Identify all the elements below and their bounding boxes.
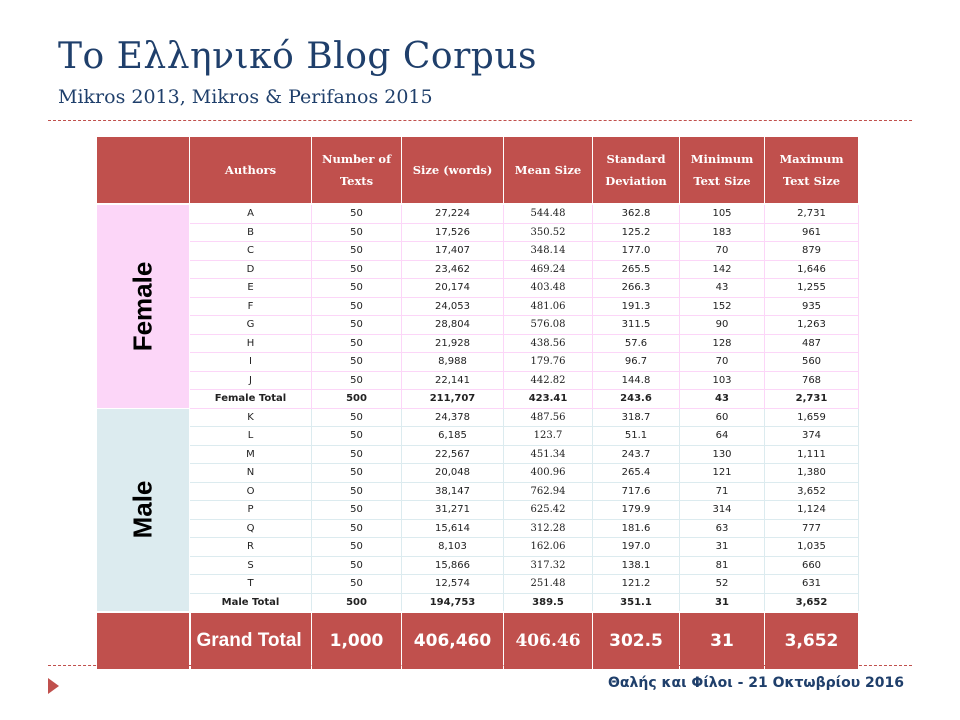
mean-cell: 544.48	[504, 204, 593, 223]
author-cell: A	[190, 204, 312, 223]
header-corner	[97, 137, 190, 205]
texts-cell: 50	[312, 464, 402, 483]
header-row	[97, 137, 859, 205]
table-row	[97, 353, 859, 372]
mean-cell: 469.24	[504, 260, 593, 279]
author-cell: B	[190, 223, 312, 242]
sd-cell: 57.6	[593, 334, 680, 353]
header-size: Size (words)	[402, 137, 504, 205]
grand-total-row	[97, 612, 859, 670]
female-group-label	[97, 204, 190, 408]
size-cell: 20,048	[402, 464, 504, 483]
sd-cell: 717.6	[593, 482, 680, 501]
author-cell: S	[190, 556, 312, 575]
sd-cell: 96.7	[593, 353, 680, 372]
max-cell: 631	[765, 575, 859, 594]
mean-cell: 400.96	[504, 464, 593, 483]
sd-cell: 362.8	[593, 204, 680, 223]
size-cell: 17,407	[402, 242, 504, 261]
header-maximum-text-size: Maximum Text Size	[765, 137, 859, 205]
size-cell: 23,462	[402, 260, 504, 279]
max-cell: 1,380	[765, 464, 859, 483]
max-cell: 1,124	[765, 501, 859, 520]
min-cell: 31	[680, 593, 765, 612]
size-cell: 15,866	[402, 556, 504, 575]
size-cell: 22,567	[402, 445, 504, 464]
female-group-label-text: Female	[127, 261, 158, 352]
texts-cell: 50	[312, 427, 402, 446]
max-cell: 1,263	[765, 316, 859, 335]
author-cell: N	[190, 464, 312, 483]
texts-cell: 50	[312, 445, 402, 464]
table-row	[97, 556, 859, 575]
grand-total-corner	[97, 612, 190, 670]
header-authors: Authors	[190, 137, 312, 205]
texts-cell: 50	[312, 371, 402, 390]
slide-footer: Θαλής και Φίλοι - 21 Οκτωβρίου 2016	[608, 675, 904, 691]
max-cell: 935	[765, 297, 859, 316]
mean-cell: 179.76	[504, 353, 593, 372]
sd-cell: 265.5	[593, 260, 680, 279]
texts-cell: 50	[312, 223, 402, 242]
author-cell: Q	[190, 519, 312, 538]
sd-cell: 197.0	[593, 538, 680, 557]
sd-cell: 318.7	[593, 408, 680, 427]
size-cell: 211,707	[402, 390, 504, 409]
mean-cell: 348.14	[504, 242, 593, 261]
author-cell: J	[190, 371, 312, 390]
max-cell: 1,646	[765, 260, 859, 279]
max-cell: 1,035	[765, 538, 859, 557]
size-cell: 22,141	[402, 371, 504, 390]
mean-cell: 762.94	[504, 482, 593, 501]
mean-cell: 442.82	[504, 371, 593, 390]
texts-cell: 50	[312, 519, 402, 538]
table-row	[97, 575, 859, 594]
mean-cell: 389.5	[504, 593, 593, 612]
mean-cell: 576.08	[504, 316, 593, 335]
mean-cell: 406.46	[504, 612, 593, 670]
sd-cell: 191.3	[593, 297, 680, 316]
min-cell: 130	[680, 445, 765, 464]
author-cell: Female Total	[190, 390, 312, 409]
min-cell: 63	[680, 519, 765, 538]
texts-cell: 50	[312, 297, 402, 316]
header-mean-size: Mean Size	[504, 137, 593, 205]
mean-cell: 251.48	[504, 575, 593, 594]
texts-cell: 50	[312, 538, 402, 557]
max-cell: 3,652	[765, 593, 859, 612]
author-cell: G	[190, 316, 312, 335]
table-row	[97, 482, 859, 501]
min-cell: 105	[680, 204, 765, 223]
min-cell: 71	[680, 482, 765, 501]
min-cell: 60	[680, 408, 765, 427]
max-cell: 1,111	[765, 445, 859, 464]
min-cell: 70	[680, 242, 765, 261]
size-cell: 406,460	[402, 612, 504, 670]
top-divider	[48, 120, 912, 121]
table-row	[97, 501, 859, 520]
table-row	[97, 260, 859, 279]
min-cell: 183	[680, 223, 765, 242]
max-cell: 374	[765, 427, 859, 446]
texts-cell: 50	[312, 334, 402, 353]
max-cell: 2,731	[765, 204, 859, 223]
mean-cell: 423.41	[504, 390, 593, 409]
texts-cell: 50	[312, 204, 402, 223]
min-cell: 64	[680, 427, 765, 446]
max-cell: 560	[765, 353, 859, 372]
sd-cell: 243.6	[593, 390, 680, 409]
max-cell: 2,731	[765, 390, 859, 409]
table-row	[97, 316, 859, 335]
author-cell: Male Total	[190, 593, 312, 612]
sd-cell: 266.3	[593, 279, 680, 298]
size-cell: 12,574	[402, 575, 504, 594]
sd-cell: 144.8	[593, 371, 680, 390]
mean-cell: 451.34	[504, 445, 593, 464]
slide-subtitle: Mikros 2013, Mikros & Perifanos 2015	[58, 86, 433, 108]
table-row	[97, 445, 859, 464]
texts-cell: 50	[312, 482, 402, 501]
male-group-label	[97, 408, 190, 612]
min-cell: 103	[680, 371, 765, 390]
texts-cell: 50	[312, 353, 402, 372]
author-cell: R	[190, 538, 312, 557]
table-row	[97, 408, 859, 427]
mean-cell: 487.56	[504, 408, 593, 427]
texts-cell: 50	[312, 279, 402, 298]
grand-total-label: Grand Total	[190, 612, 312, 670]
table-row	[97, 297, 859, 316]
texts-cell: 500	[312, 593, 402, 612]
texts-cell: 500	[312, 390, 402, 409]
size-cell: 38,147	[402, 482, 504, 501]
header-number-of-texts: Number of Texts	[312, 137, 402, 205]
header-minimum-text-size: Minimum Text Size	[680, 137, 765, 205]
author-cell: C	[190, 242, 312, 261]
author-cell: I	[190, 353, 312, 372]
sd-cell: 311.5	[593, 316, 680, 335]
min-cell: 314	[680, 501, 765, 520]
min-cell: 152	[680, 297, 765, 316]
sd-cell: 243.7	[593, 445, 680, 464]
sd-cell: 265.4	[593, 464, 680, 483]
sd-cell: 179.9	[593, 501, 680, 520]
min-cell: 43	[680, 279, 765, 298]
author-cell: D	[190, 260, 312, 279]
table-body	[97, 204, 859, 670]
size-cell: 27,224	[402, 204, 504, 223]
max-cell: 1,255	[765, 279, 859, 298]
table-row	[97, 519, 859, 538]
max-cell: 487	[765, 334, 859, 353]
size-cell: 20,174	[402, 279, 504, 298]
max-cell: 777	[765, 519, 859, 538]
size-cell: 17,526	[402, 223, 504, 242]
mean-cell: 317.32	[504, 556, 593, 575]
sd-cell: 181.6	[593, 519, 680, 538]
size-cell: 21,928	[402, 334, 504, 353]
mean-cell: 123.7	[504, 427, 593, 446]
sd-cell: 121.2	[593, 575, 680, 594]
table-row	[97, 223, 859, 242]
min-cell: 70	[680, 353, 765, 372]
sd-cell: 51.1	[593, 427, 680, 446]
mean-cell: 625.42	[504, 501, 593, 520]
texts-cell: 50	[312, 316, 402, 335]
slide-title: Το Ελληνικό Blog Corpus	[58, 36, 537, 77]
size-cell: 15,614	[402, 519, 504, 538]
male-group-label-total-row	[97, 593, 859, 612]
sd-cell: 351.1	[593, 593, 680, 612]
size-cell: 24,053	[402, 297, 504, 316]
min-cell: 142	[680, 260, 765, 279]
author-cell: F	[190, 297, 312, 316]
max-cell: 3,652	[765, 612, 859, 670]
mean-cell: 481.06	[504, 297, 593, 316]
sd-cell: 138.1	[593, 556, 680, 575]
author-cell: T	[190, 575, 312, 594]
sd-cell: 125.2	[593, 223, 680, 242]
size-cell: 8,103	[402, 538, 504, 557]
table-row	[97, 204, 859, 223]
bottom-divider	[48, 665, 912, 666]
table-row	[97, 427, 859, 446]
mean-cell: 312.28	[504, 519, 593, 538]
header-standard-deviation: Standard Deviation	[593, 137, 680, 205]
min-cell: 31	[680, 612, 765, 670]
max-cell: 961	[765, 223, 859, 242]
author-cell: H	[190, 334, 312, 353]
table-row	[97, 538, 859, 557]
texts-cell: 50	[312, 408, 402, 427]
mean-cell: 403.48	[504, 279, 593, 298]
table-row	[97, 464, 859, 483]
sd-cell: 302.5	[593, 612, 680, 670]
author-cell: L	[190, 427, 312, 446]
mean-cell: 350.52	[504, 223, 593, 242]
texts-cell: 1,000	[312, 612, 402, 670]
min-cell: 43	[680, 390, 765, 409]
texts-cell: 50	[312, 260, 402, 279]
max-cell: 879	[765, 242, 859, 261]
author-cell: P	[190, 501, 312, 520]
mean-cell: 438.56	[504, 334, 593, 353]
mean-cell: 162.06	[504, 538, 593, 557]
size-cell: 31,271	[402, 501, 504, 520]
table-row	[97, 371, 859, 390]
min-cell: 121	[680, 464, 765, 483]
min-cell: 52	[680, 575, 765, 594]
min-cell: 81	[680, 556, 765, 575]
texts-cell: 50	[312, 556, 402, 575]
corpus-table	[96, 136, 859, 670]
table-row	[97, 334, 859, 353]
author-cell: K	[190, 408, 312, 427]
author-cell: O	[190, 482, 312, 501]
max-cell: 1,659	[765, 408, 859, 427]
min-cell: 90	[680, 316, 765, 335]
texts-cell: 50	[312, 575, 402, 594]
male-group-label-text: Male	[127, 480, 158, 539]
author-cell: M	[190, 445, 312, 464]
texts-cell: 50	[312, 242, 402, 261]
size-cell: 6,185	[402, 427, 504, 446]
max-cell: 768	[765, 371, 859, 390]
size-cell: 28,804	[402, 316, 504, 335]
female-group-label-total-row	[97, 390, 859, 409]
size-cell: 8,988	[402, 353, 504, 372]
triangle-bullet-icon	[48, 678, 59, 694]
texts-cell: 50	[312, 501, 402, 520]
size-cell: 194,753	[402, 593, 504, 612]
min-cell: 31	[680, 538, 765, 557]
min-cell: 128	[680, 334, 765, 353]
table-row	[97, 242, 859, 261]
author-cell: E	[190, 279, 312, 298]
sd-cell: 177.0	[593, 242, 680, 261]
size-cell: 24,378	[402, 408, 504, 427]
table-row	[97, 279, 859, 298]
max-cell: 660	[765, 556, 859, 575]
max-cell: 3,652	[765, 482, 859, 501]
